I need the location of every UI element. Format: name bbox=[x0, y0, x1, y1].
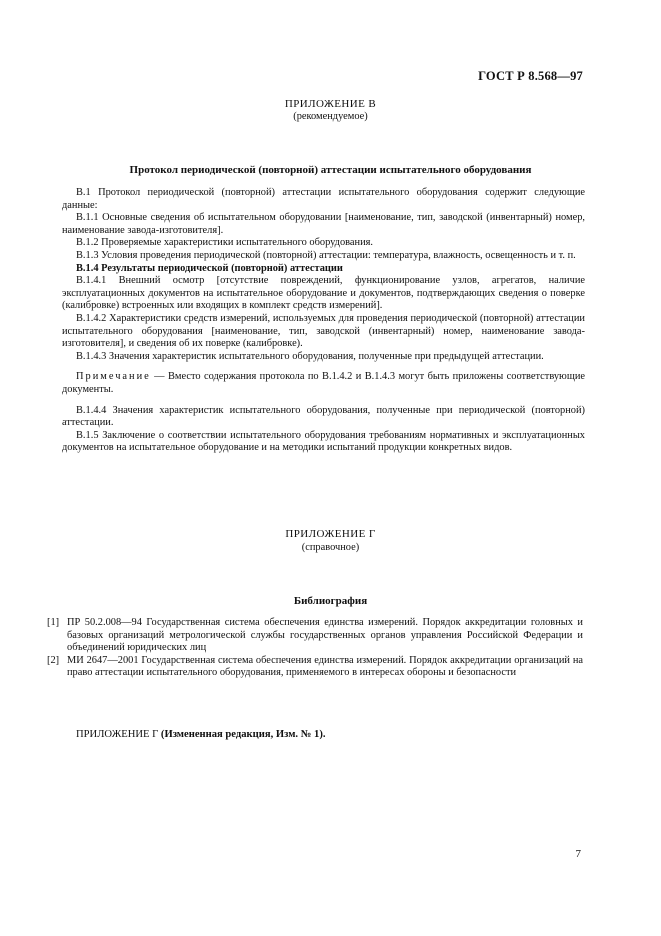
paragraph-v1-4-4: В.1.4.4 Значения характеристик испытательного оборудования, полученные при периодической (повторной) аттестации. bbox=[62, 404, 585, 429]
appendix-g-subtitle: (справочное) bbox=[301, 542, 360, 553]
paragraph-v1-2: В.1.2 Проверяемые характеристики испытательного оборудования. bbox=[76, 237, 374, 249]
appendix-v-heading: Протокол периодической (повторной) аттестации испытательного оборудования bbox=[129, 164, 532, 176]
bibliography-item-number: [2] bbox=[47, 654, 60, 666]
paragraph-v1-4-heading: В.1.4 Результаты периодической (повторной) аттестации bbox=[76, 262, 343, 274]
change-note bbox=[76, 729, 326, 740]
page-number: 7 bbox=[575, 848, 581, 860]
bibliography-list bbox=[47, 617, 583, 680]
paragraph-v1: В.1 Протокол периодической (повторной) аттестации испытательного оборудования содержит следующие данные: bbox=[62, 187, 585, 211]
bibliography-heading: Библиография bbox=[293, 595, 368, 607]
note bbox=[62, 371, 585, 396]
bibliography-item bbox=[47, 655, 583, 680]
paragraph-v1-4-2: В.1.4.2 Характеристики средств измерений, используемых для проведения периодической (повторной) аттестации испытательного оборудования [наименование, тип, заводской (инвентарный) номер, наименование завода-изготовителя], и сведения об их поверке (калибровке). bbox=[62, 312, 585, 350]
note-label: Примечание bbox=[76, 371, 151, 383]
bibliography-item-number: [1] bbox=[47, 617, 60, 628]
appendix-g-title: ПРИЛОЖЕНИЕ Г bbox=[285, 528, 376, 540]
bibliography-item-text: МИ 2647—2001 Государственная система обеспечения единства измерений. Порядок аккредитации организаций на право аттестации испытательного оборудования, применяемого в интересах обороны и безопасности bbox=[67, 654, 583, 679]
paragraph-v1-4-1: В.1.4.1 Внешний осмотр [отсутствие повреждений, функционирование узлов, агрегатов, наличие эксплуатационных документов на испытательное оборудование и документов, подтверждающих сведения о поверке (калибровке) встроенных или входящих в комплект средств измерений]. bbox=[62, 275, 585, 312]
paragraph-v1-5: В.1.5 Заключение о соответствии испытательного оборудования требованиям нормативных и эксплуатационных документов на испытательное оборудование и на методики испытаний продукции конкретных видов. bbox=[62, 429, 585, 454]
appendix-v-subtitle: (рекомендуемое) bbox=[293, 111, 368, 122]
change-note-label: ПРИЛОЖЕНИЕ Г bbox=[76, 729, 159, 740]
paragraph-v1-4-3: В.1.4.3 Значения характеристик испытательного оборудования, полученные при предыдущей аттестации. bbox=[76, 350, 544, 362]
paragraph-v1-3: В.1.3 Условия проведения периодической (повторной) аттестации: температура, влажность, освещенность и т. п. bbox=[76, 249, 576, 261]
appendix-v-body bbox=[62, 187, 585, 455]
bibliography-item-text: ПР 50.2.008—94 Государственная система обеспечения единства измерений. Порядок аккредитации головных и базовых организаций метрологической службы государственных органов управления Российской Федерации и объединений юридических лиц bbox=[67, 617, 583, 654]
note-text: — Вместо содержания протокола по В.1.4.2 и В.1.4.3 могут быть приложены соответствующие документы. bbox=[62, 371, 585, 395]
change-note-text: (Измененная редакция, Изм. № 1). bbox=[158, 729, 326, 740]
paragraph-v1-1: В.1.1 Основные сведения об испытательном оборудовании [наименование, тип, заводской (инвентарный) номер, наименование завода-изготовителя]. bbox=[62, 212, 585, 236]
appendix-v-title: ПРИЛОЖЕНИЕ В bbox=[284, 98, 377, 110]
bibliography-item bbox=[47, 617, 583, 655]
standard-number: ГОСТ Р 8.568—97 bbox=[478, 69, 583, 83]
